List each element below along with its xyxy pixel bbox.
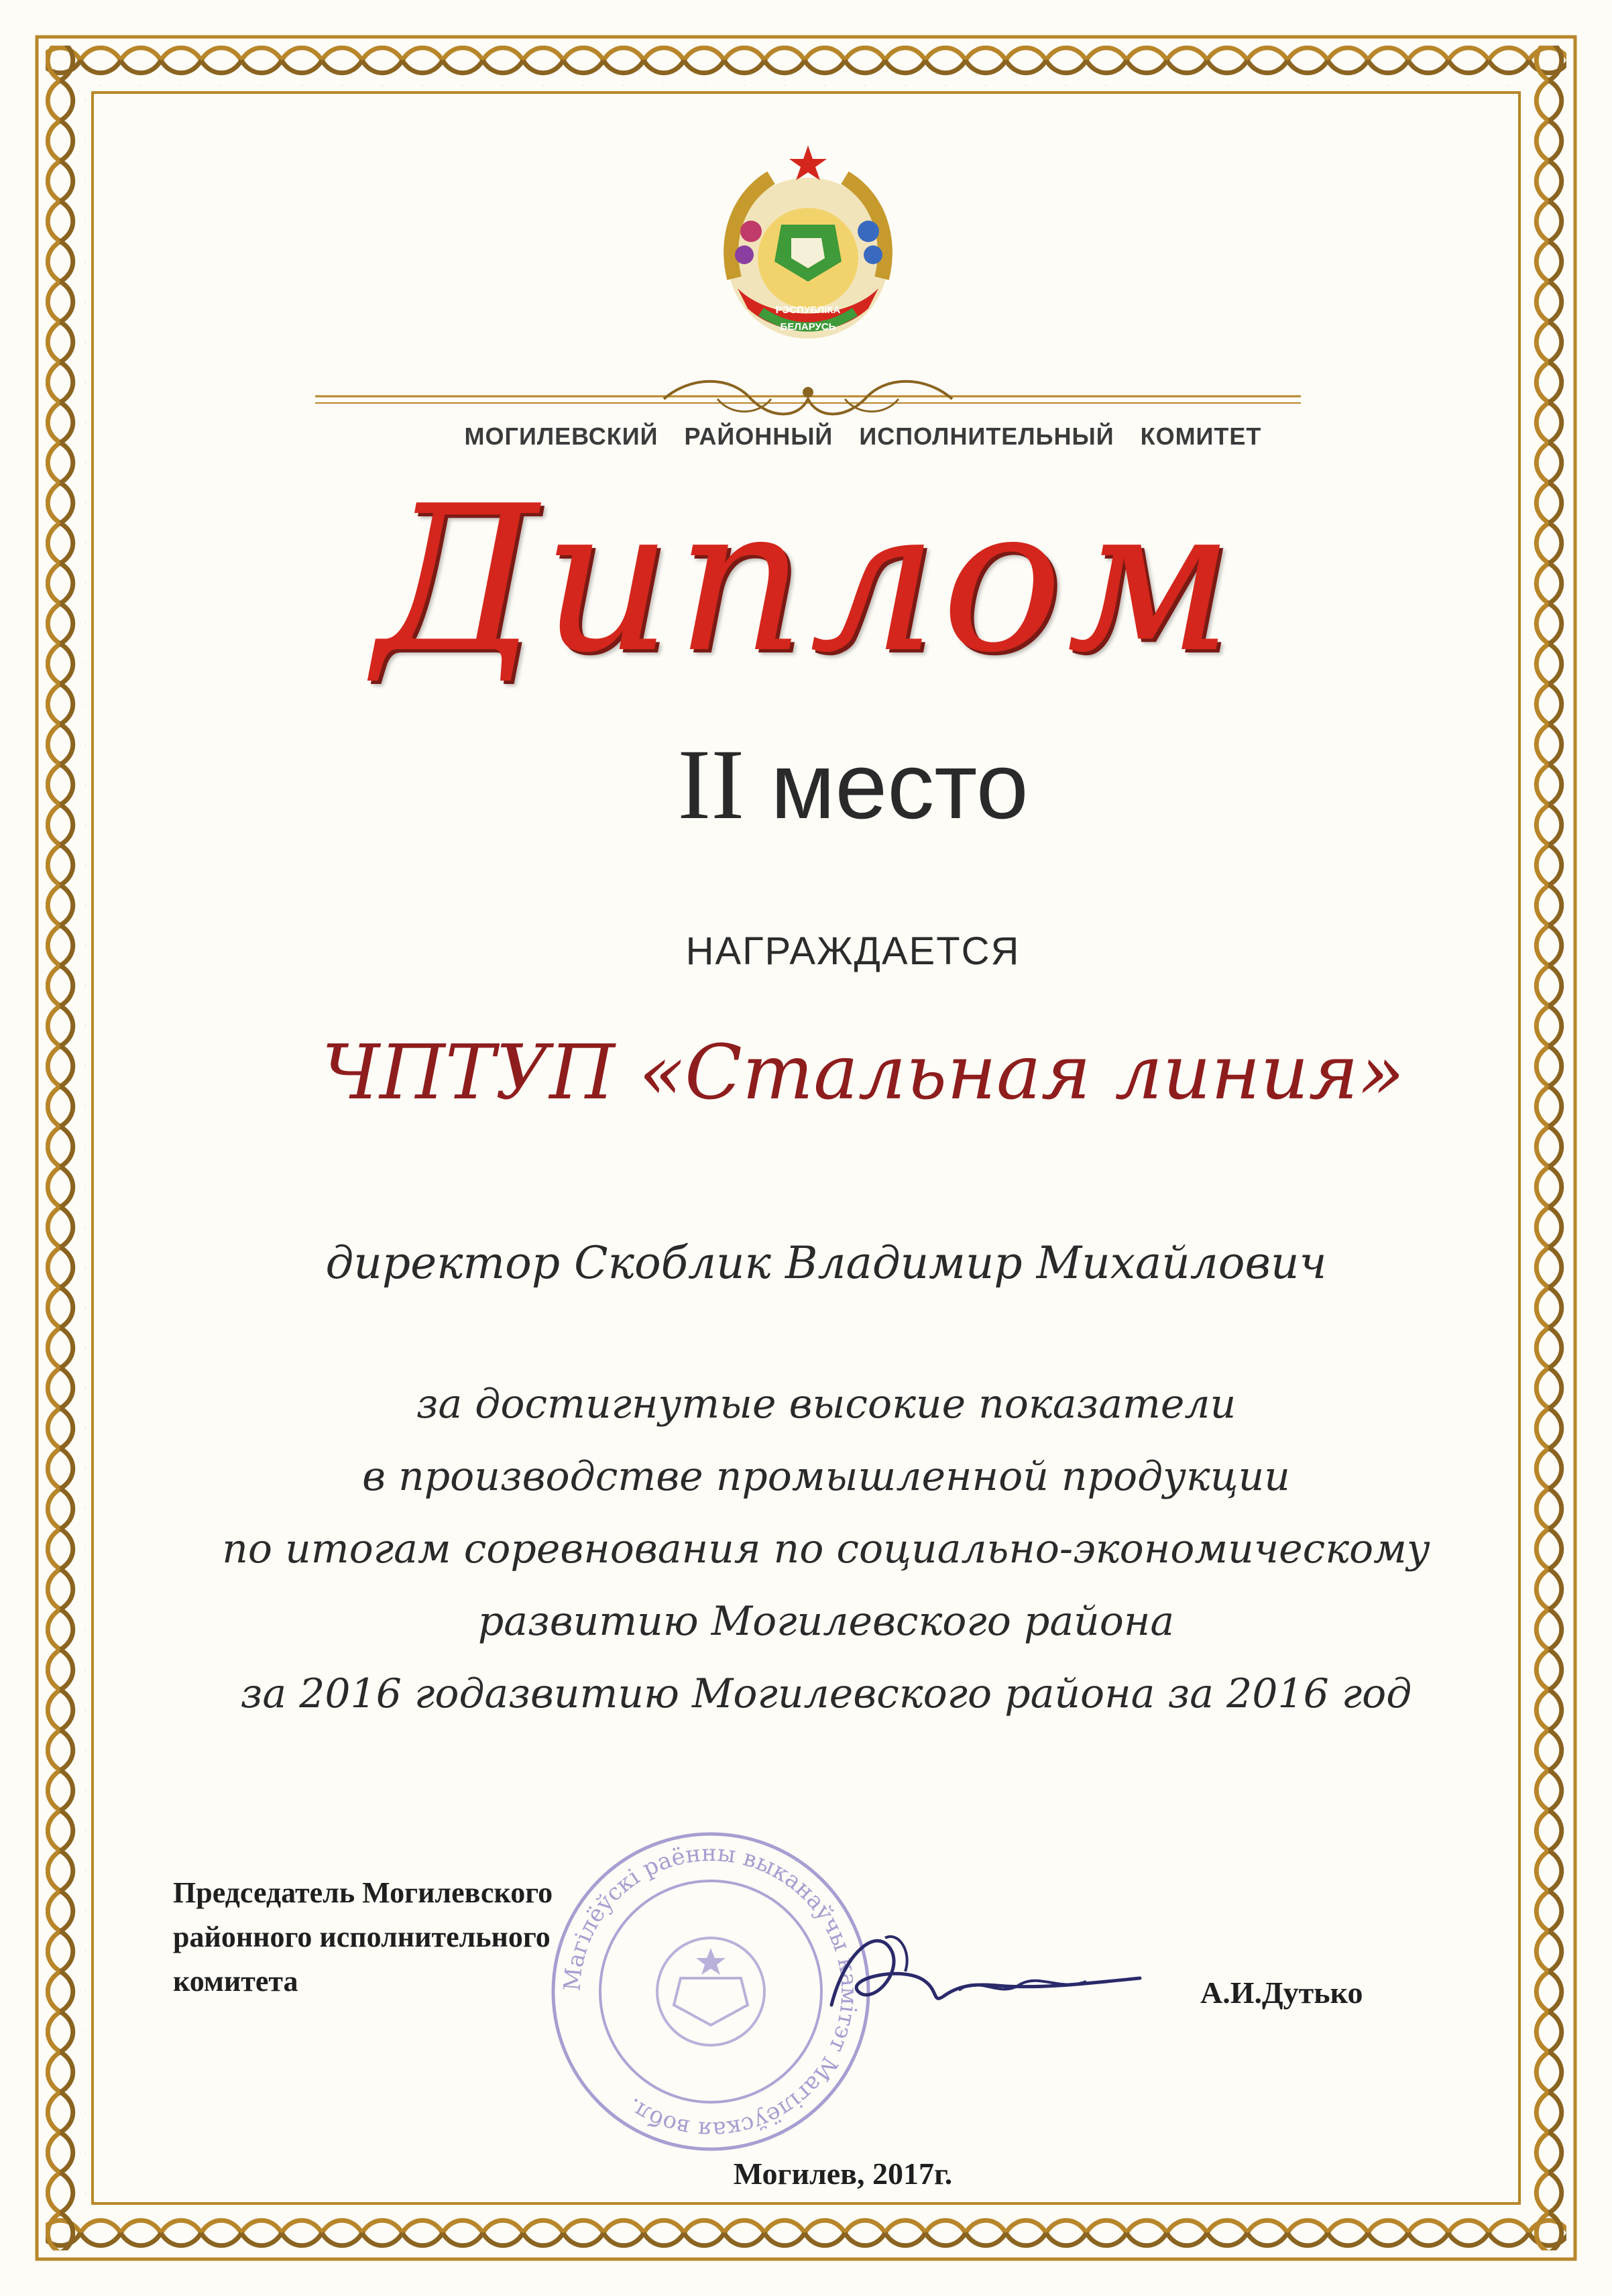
state-emblem xyxy=(697,144,919,359)
chairman-title xyxy=(173,1871,553,2004)
reason-line: за достигнутые высокие показатели xyxy=(416,1381,1236,1428)
reason-line: в производстве промышленной продукции xyxy=(362,1453,1290,1500)
chairman-line: Председатель Могилевского xyxy=(173,1876,553,1909)
place-heading xyxy=(0,731,1612,840)
chairman-line: комитета xyxy=(173,1965,298,1998)
ornament-divider xyxy=(315,379,1301,426)
director-name: директор Скоблик Владимир Михайлович xyxy=(325,1237,1327,1289)
stamp-text: Магілёўскі раённы выканаўчы камітэт Магілёўская вобл. xyxy=(559,1839,863,2144)
reason-line: за 2016 годазвитию Могилевского района за 2016 год xyxy=(240,1670,1412,1717)
committee-word: РАЙОННЫЙ xyxy=(684,422,833,450)
chairman-line: районного исполнительного xyxy=(173,1920,551,1953)
committee-header xyxy=(0,422,1612,451)
handwritten-signature xyxy=(805,1911,1153,2032)
emblem-text-top: РЭСПУБЛІКА xyxy=(775,304,841,316)
committee-word: ИСПОЛНИТЕЛЬНЫЙ xyxy=(859,422,1114,450)
signer-name: А.И.Дутько xyxy=(1200,1975,1363,2010)
place-number: II xyxy=(677,729,745,840)
emblem-text-bottom: БЕЛАРУСЬ xyxy=(780,321,836,333)
awarded-label: НАГРАЖДАЕТСЯ xyxy=(685,929,1021,973)
reason-line: развитию Могилевского района xyxy=(477,1598,1175,1645)
award-reason xyxy=(0,1368,1612,1730)
city-year: Могилев, 2017г. xyxy=(733,2157,953,2191)
place-word: место xyxy=(770,733,1029,838)
company-name: ЧПТУП «Стальная линия» xyxy=(321,1029,1405,1116)
diploma-title: Диплом xyxy=(374,463,1238,697)
committee-word: КОМИТЕТ xyxy=(1140,422,1262,450)
reason-line: по итогам соревнования по социально-экономическому xyxy=(222,1526,1430,1572)
committee-word: МОГИЛЕВСКИЙ xyxy=(464,422,658,450)
